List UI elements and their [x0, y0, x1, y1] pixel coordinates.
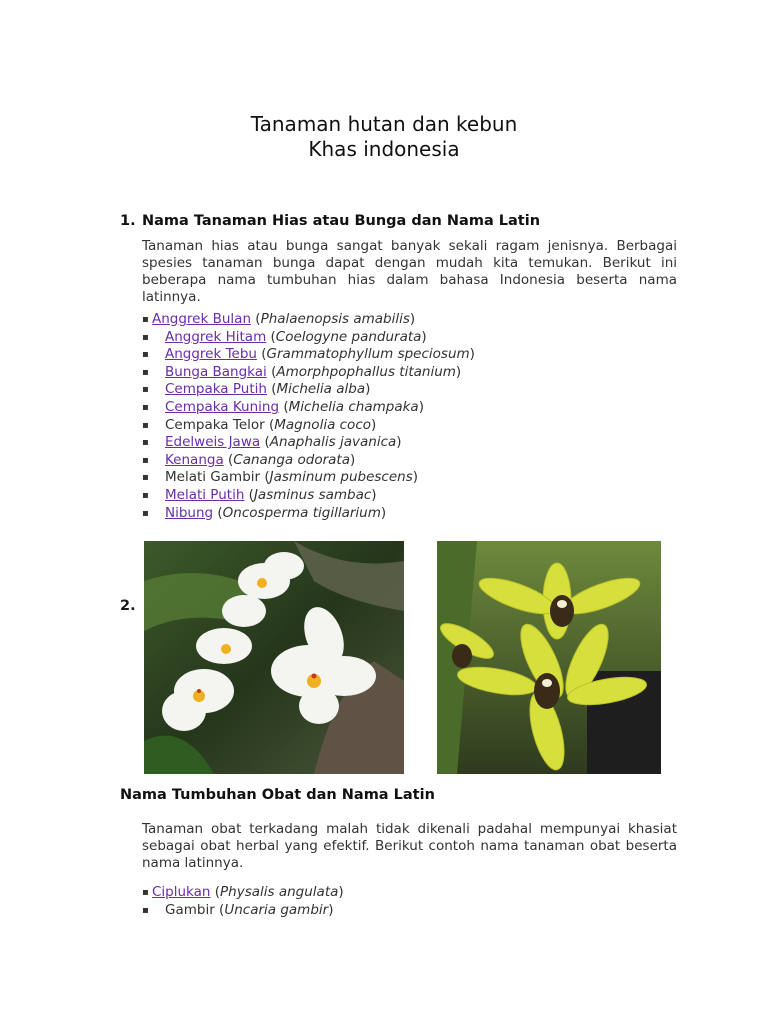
list-item: ▪ Nibung (Oncosperma tigillarium)	[142, 504, 387, 521]
document-title	[0, 112, 768, 162]
latin-name: Michelia champaka	[288, 398, 419, 415]
plant-name-link[interactable]: Edelweis Jawa	[165, 434, 261, 451]
list-item: ▪ Anggrek Hitam (Coelogyne pandurata)	[142, 328, 427, 345]
bullet-icon: ▪	[142, 384, 149, 396]
list-item: ▪ Edelweis Jawa (Anaphalis javanica)	[142, 434, 402, 451]
plant-name: Cempaka Telor	[165, 416, 265, 433]
list-item: ▪ Cempaka Telor (Magnolia coco)	[142, 416, 377, 433]
latin-name: Uncaria gambir	[224, 901, 329, 918]
plant-name-link[interactable]: Anggrek Hitam	[165, 328, 267, 345]
plant-name-link[interactable]: Cempaka Kuning	[165, 398, 280, 415]
plant-name-link[interactable]: Bunga Bangkai	[165, 363, 267, 380]
latin-name: Michelia alba	[276, 381, 366, 398]
list-item: ▪ Bunga Bangkai (Amorphpophallus titanium)	[142, 363, 462, 380]
list-item: ▪ Cempaka Putih (Michelia alba)	[142, 381, 371, 398]
plant-name-link[interactable]: Melati Putih	[165, 486, 245, 503]
section-1-heading-text: Nama Tanaman Hias atau Bunga dan Nama Latin	[142, 213, 541, 229]
latin-name: Anaphalis javanica	[269, 434, 397, 451]
bullet-icon: ▪	[142, 904, 149, 916]
plant-name-link[interactable]: Ciplukan	[152, 884, 211, 900]
section-1-paragraph: Tanaman hias atau bunga sangat banyak sekali ragam jenisnya. Berbagai spesies tanaman bunga dapat dengan mudah kita temukan. Berikut ini beberapa nama tumbuhan hias dalam bahasa Indonesia beserta nama latinnya.	[142, 238, 677, 305]
plant-name: Melati Gambir	[165, 469, 261, 486]
section-3-heading: Nama Tumbuhan Obat dan Nama Latin	[120, 787, 435, 803]
bullet-icon: ▪	[142, 437, 149, 449]
plant-name-link[interactable]: Cempaka Putih	[165, 381, 267, 398]
bullet-icon: ▪	[142, 401, 149, 413]
green-orchid-photo	[437, 541, 661, 774]
list-item: ▪ Melati Putih (Jasminus sambac)	[142, 486, 377, 503]
bullet-icon: ▪	[142, 331, 149, 343]
bullet-icon: ▪	[142, 366, 149, 378]
latin-name: Grammatophyllum speciosum	[266, 346, 470, 363]
plant-name: Gambir	[165, 901, 215, 918]
bullet-icon: ▪	[142, 454, 149, 466]
list-item: ▪ Anggrek Bulan (Phalaenopsis amabilis)	[142, 311, 416, 327]
latin-name: Jasminum pubescens	[269, 469, 413, 486]
section-1-heading	[120, 213, 540, 229]
list-item: ▪ Ciplukan (Physalis angulata)	[142, 884, 344, 900]
bullet-icon: ▪	[142, 507, 149, 519]
ornamental-plant-list	[142, 311, 475, 522]
section-3-paragraph: Tanaman obat terkadang malah tidak dikenali padahal mempunyai khasiat sebagai obat herbal yang efektif. Berikut contoh nama tanaman obat beserta nama latinnya.	[142, 821, 677, 871]
bullet-icon: ▪	[142, 472, 149, 484]
bullet-icon: ▪	[142, 349, 149, 361]
list-item: ▪ Anggrek Tebu (Grammatophyllum speciosum)	[142, 346, 475, 363]
bullet-icon: ▪	[142, 489, 149, 501]
latin-name: Jasminus sambac	[253, 486, 372, 503]
latin-name: Coelogyne pandurata	[275, 328, 422, 345]
latin-name: Amorphpophallus titanium	[276, 363, 456, 380]
plant-name-link[interactable]: Anggrek Tebu	[165, 346, 257, 363]
list-item: ▪ Gambir (Uncaria gambir)	[142, 901, 334, 918]
list-item: ▪ Cempaka Kuning (Michelia champaka)	[142, 398, 424, 415]
latin-name: Magnolia coco	[274, 416, 372, 433]
bullet-icon: ▪	[142, 314, 149, 325]
list-item: ▪ Kenanga (Cananga odorata)	[142, 451, 356, 468]
section-1-number: 1.	[120, 213, 136, 229]
medicinal-plant-list	[142, 884, 344, 919]
title-line-2: Khas indonesia	[308, 137, 460, 161]
latin-name: Cananga odorata	[233, 451, 350, 468]
plant-name-link[interactable]: Anggrek Bulan	[152, 311, 251, 327]
white-orchid-photo	[144, 541, 404, 774]
list-item: ▪ Melati Gambir (Jasminum pubescens)	[142, 469, 419, 486]
latin-name: Phalaenopsis amabilis	[260, 311, 410, 327]
bullet-icon: ▪	[142, 887, 149, 898]
latin-name: Physalis angulata	[220, 884, 339, 900]
title-line-1: Tanaman hutan dan kebun	[250, 112, 518, 136]
plant-name-link[interactable]: Nibung	[165, 504, 214, 521]
plant-name-link[interactable]: Kenanga	[165, 451, 224, 468]
latin-name: Oncosperma tigillarium	[222, 504, 381, 521]
bullet-icon: ▪	[142, 419, 149, 431]
section-2-number: 2.	[120, 598, 136, 614]
